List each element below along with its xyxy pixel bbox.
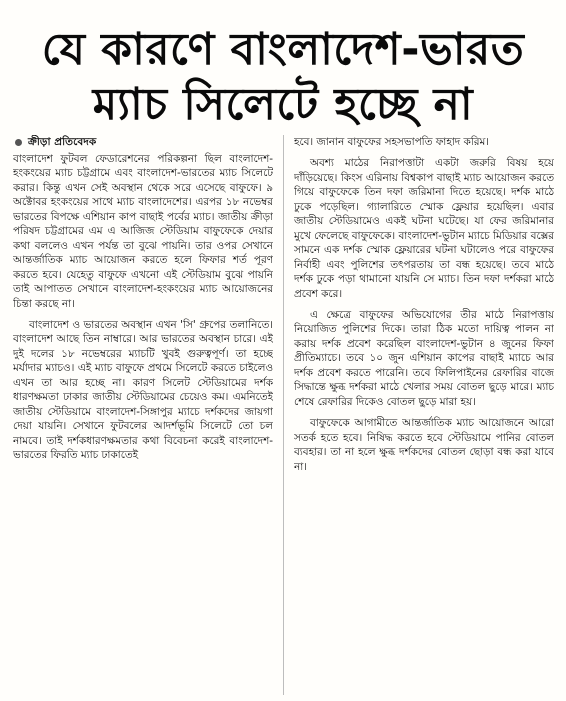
paragraph: বাফুফেকে আগামীতে আন্তর্জাতিক ম্যাচ আয়োজনে আরো সতর্ক হতে হবে। নিষিদ্ধ করতে হবে স্টেডিয়ামে পানির বোতল ব্যবহার। তা না হলে ক্ষুব্ধ দর্শকদের বোতল ছোড়া বন্ধ করা যাবে না। (294, 417, 554, 473)
byline-text: ক্রীড়া প্রতিবেদক (28, 136, 97, 148)
article-column-left (13, 135, 273, 695)
headline-line-1: যে কারণে বাংলাদেশ-ভারত (41, 24, 525, 76)
paragraph: এ ক্ষেত্রে বাফুফের অভিযোগের তীর মাঠে নিরাপত্তায় নিয়োজিত পুলিশের দিকে। তারা ঠিক মতো দায়িত্ব পালন না করায় দর্শক প্রবেশ করেছিল বাংলাদেশ-ভুটান ৪ জুনের ফিফা প্রীতিম্যাচে। তবে ১০ জুন এশিয়ান কাপের বাছাই ম্যাচে আর দর্শক প্রবেশ করতে পারেনি। তবে ফিলিপাইনের রেফারির বাজে সিদ্ধান্তে ক্ষুব্ধ দর্শকরা মাঠে খেলার সময় বোতল ছুড়ে মারে। ম্যাচ শেষে রেফারির দিকেও বোতল ছুড়ে মারা হয়। (294, 308, 554, 408)
paragraph: বাংলাদেশ ফুটবল ফেডারেশনের পরিকল্পনা ছিল বাংলাদেশ-হংকংয়ের ম্যাচ চট্টগ্রামে এবং বাংলাদেশ-ভারতের ম্যাচ সিলেটে করার। কিন্তু এখন সেই অবস্থান থেকে সরে এসেছে বাফুফে। ৯ অক্টোবর হংকংয়ের সাথে ম্যাচ বাংলাদেশের। এরপর ১৮ নভেম্বর ভারতের বিপক্ষে এশিয়ান কাপ বাছাই পর্বের ম্যাচ। জাতীয় ক্রীড়া পরিষদ চট্টগ্রামের এম এ আজিজ স্টেডিয়াম বাফুফেকে দেয়ার কথা বললেও এখন পর্যন্ত তা বুঝে পায়নি। তার ওপর সেখানে আন্তর্জাতিক ম্যাচ আয়োজন করতে হলে ফিফার শর্ত পূরণ করতে হবে। যেহেতু বাফুফে এখনো এই স্টেডিয়াম বুঝে পায়নি তাই আপাতত সেখানে বাংলাদেশ-হংকংয়ের ম্যাচ আয়োজনের চিন্তা করছে না। (13, 153, 273, 310)
paragraph: বাংলাদেশ ও ভারতের অবস্থান এখন 'সি' গ্রুপের তলানিতে। বাংলাদেশ আছে তিন নাম্বারে। আর ভারতের অবস্থান চারে। এই দুই দলের ১৮ নভেম্বরের ম্যাচটি খুবই গুরুত্বপূর্ণ। তা হচ্ছে মর্যাদার ম্যাচও। এই ম্যাচ বাফুফে প্রথমে সিলেটে করতে চাইলেও এখন তা আর হচ্ছে না। কারণ সিলেট স্টেডিয়ামের দর্শক ধারণক্ষমতা ঢাকার জাতীয় স্টেডিয়ামের চেয়েও কম। এমনিতেই জাতীয় স্টেডিয়ামে বাংলাদেশ-সিঙ্গাপুর ম্যাচে দর্শকদের জায়গা দেয়া যায়নি। সেখানে ফুটবলের আদর্শভূমি সিলেটে তো চল নামবে। তাই দর্শকধারণক্ষমতার কথা বিবেচনা করেই বাংলাদেশ-ভারতের ফিরতি ম্যাচ ঢাকাতেই (13, 318, 273, 462)
column-divider (283, 135, 284, 695)
byline (13, 135, 273, 149)
paragraph: হবে। জানান বাফুফের সহসভাপতি ফাহাদ করিম। (294, 136, 489, 148)
article-column-right (294, 135, 554, 695)
bullet-icon (15, 139, 22, 146)
paragraph: অবশ্য মাঠের নিরাপত্তাটা একটা জরুরি বিষয় হয়ে দাঁড়িয়েছে। কিংস এরিনায় বিশ্বকাপ বাছাই ম্যাচ আয়োজন করতে গিয়ে বাফুফেকে তিন দফা জরিমানা দিতে হয়েছে। দর্শক মাঠে ঢুকে পড়েছিল। গ্যালারিতে স্মোক ফ্লেয়ার হয়েছিল। এবার জাতীয় স্টেডিয়ামেও একই ঘটনা ঘটেছে। যা ফের জরিমানার মুখে ফেলেছে বাফুফেকে। বাংলাদেশ-ভুটান ম্যাচে মিডিয়ার বক্সের সামনে এক দর্শক স্মোক ফ্লেয়ারের ঘটনা ঘটালেও পরে বাফুফের নির্বাহী এবং পুলিশের তৎপরতায় তা বন্ধ হয়েছে। তবে মাঠে দর্শক ঢুকে পড়া থামানো যায়নি সে ম্যাচ। তিন দফা দর্শকরা মাঠে প্রবেশ করে। (294, 157, 554, 300)
article-body (13, 135, 554, 695)
headline (12, 24, 554, 130)
headline-line-2: ম্যাচ সিলেটে হচ্ছে না (92, 78, 474, 130)
